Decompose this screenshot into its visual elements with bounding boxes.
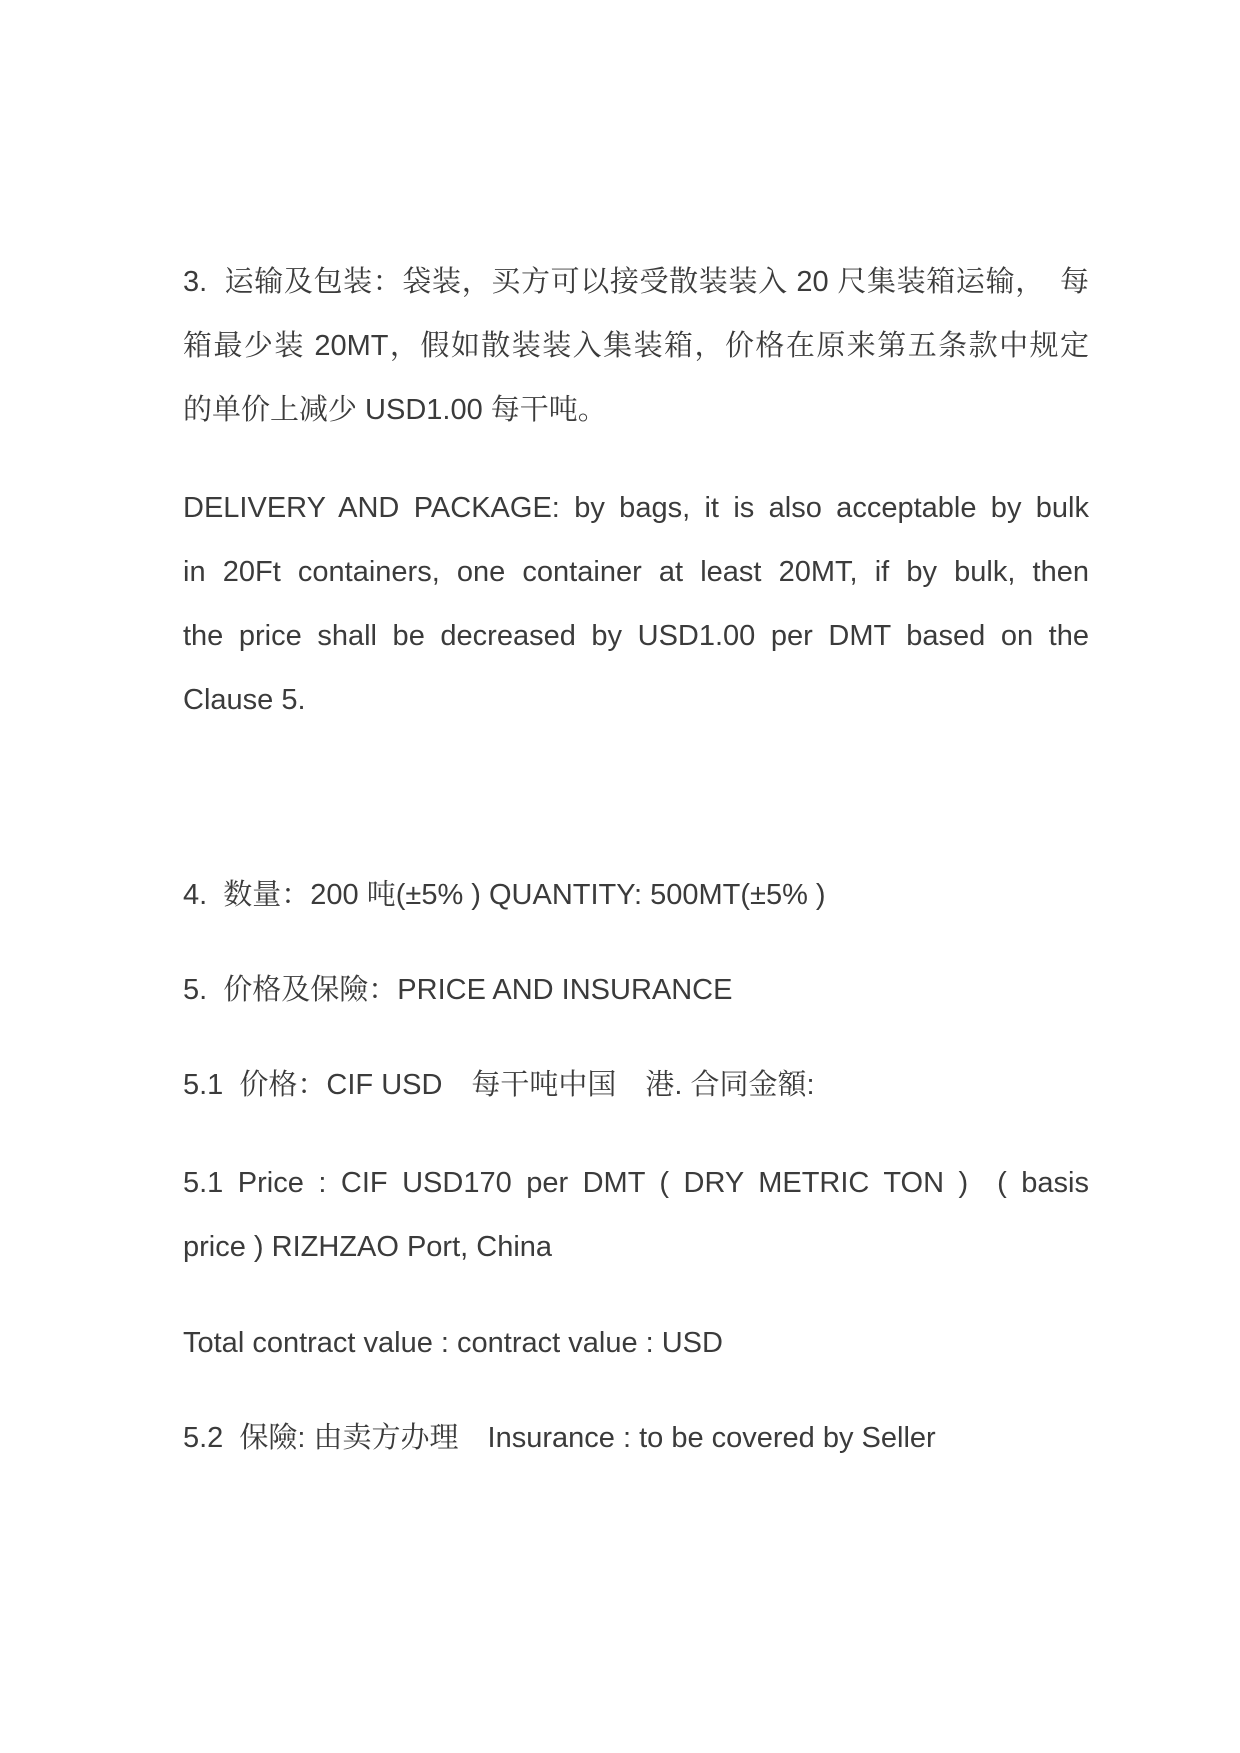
text-line: Total contract value : contract value : USD <box>183 1327 723 1359</box>
text-line: 3. 运输及包装：袋装，买方可以接受散装装入 20 尺集装箱运输， 每 <box>183 266 1089 298</box>
clause-5-heading <box>183 958 1089 1022</box>
total-contract-value <box>183 1311 1089 1375</box>
text-line: 5.2 保險: 由卖方办理 Insurance : to be covered by Seller <box>183 1422 936 1454</box>
clause-5-1-zh <box>183 1053 1089 1117</box>
text-line: in 20Ft containers, one container at least 20MT, if by bulk, then <box>183 556 1089 588</box>
text-line: 的单价上减少 USD1.00 每干吨。 <box>183 394 607 426</box>
text-line: Clause 5. <box>183 684 306 716</box>
text-line: DELIVERY AND PACKAGE: by bags, it is also acceptable by bulk <box>183 492 1089 524</box>
clause-5-1-en <box>183 1151 1089 1279</box>
clause-3-en <box>183 476 1089 732</box>
text-line: 5.1 Price : CIF USD170 per DMT ( DRY METRIC TON ) ( basis <box>183 1167 1089 1199</box>
clause-4-quantity <box>183 863 1089 927</box>
clause-3-zh <box>183 250 1089 442</box>
text-line: the price shall be decreased by USD1.00 per DMT based on the <box>183 620 1089 652</box>
text-line: price ) RIZHZAO Port, China <box>183 1231 553 1263</box>
clause-5-2-insurance <box>183 1406 1089 1470</box>
text-line: 5. 价格及保險：PRICE AND INSURANCE <box>183 974 733 1006</box>
text-line: 5.1 价格：CIF USD 每干吨中国 港. 合同金額: <box>183 1069 815 1101</box>
text-line: 4. 数量：200 吨(±5% ) QUANTITY: 500MT(±5% ) <box>183 879 826 911</box>
text-line: 箱最少装 20MT，假如散装装入集装箱，价格在原来第五条款中规定 <box>183 330 1089 362</box>
